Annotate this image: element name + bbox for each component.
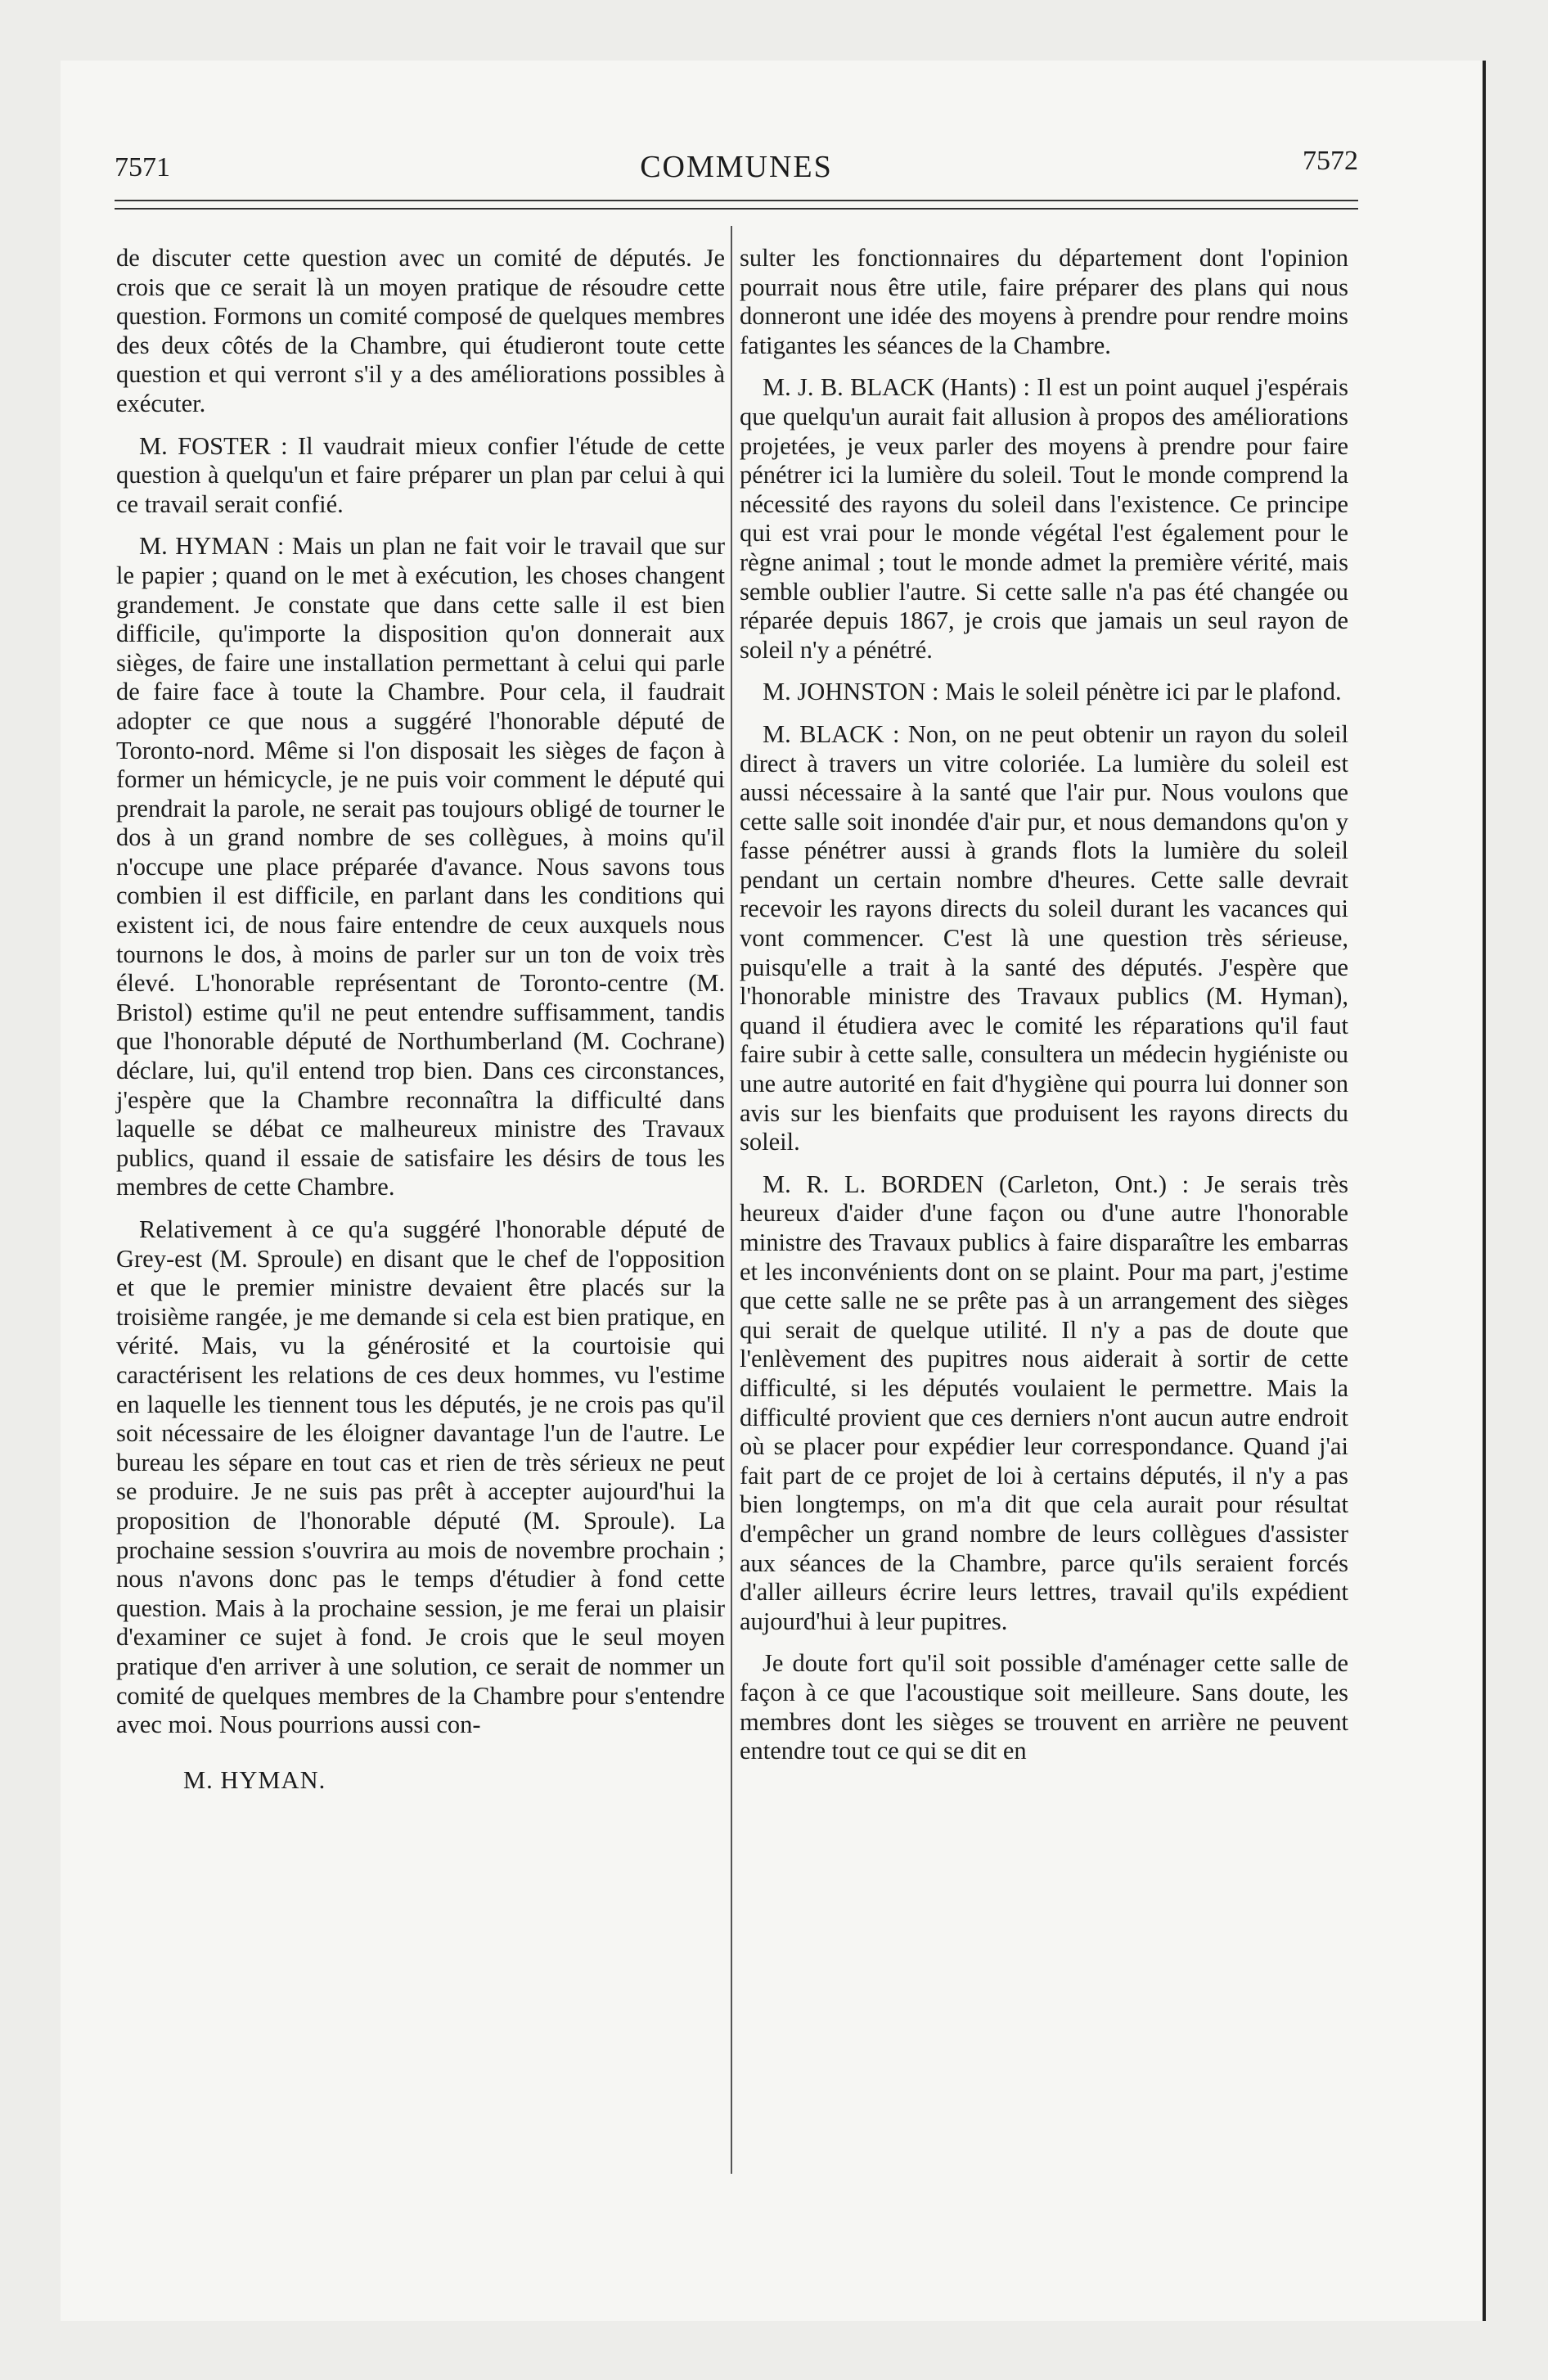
paragraph: M. BLACK : Non, on ne peut obtenir un rayon du soleil direct à travers un vitre coloriée. La lumière du soleil est aussi nécessaire à la santé que l'air pur. Nous voulons que cette salle soit inondée d'air pur, et nous demandons qu'on y fasse pénétrer aussi à grands flots la lumière du soleil pendant un certain nombre d'heures. Cette salle devrait recevoir les rayons directs du soleil durant les vacances qui vont commencer. C'est là une question très sérieuse, puisqu'elle a trait à la santé des députés. J'espère que l'honorable ministre des Travaux publics (M. Hyman), quand il étudiera avec le comité les réparations qu'il faut faire subir à cette salle, consultera un médecin hygiéniste ou une autre autorité en fait d'hygiène qui pourra lui donner son avis sur les bienfaits que produisent les rayons directs du soleil.	[740, 719, 1348, 1156]
page-header	[115, 146, 1358, 195]
paragraph: M. JOHNSTON : Mais le soleil pénètre ici par le plafond.	[763, 678, 1342, 706]
paragraph: de discuter cette question avec un comité de députés. Je crois que ce serait là un moyen pratique de résoudre cette question. Formons un comité composé de quelques membres des deux côtés de la Chambre, qui étudieront toute cette question et qui verront s'il y a des améliorations possibles à exécuter.	[116, 244, 725, 417]
page-number-left: 7571	[115, 152, 170, 183]
right-column	[740, 244, 1348, 1779]
page-title: COMMUNES	[640, 150, 833, 184]
paragraph: Relativement à ce qu'a suggéré l'honorable député de Grey-est (M. Sproule) en disant que le chef de l'opposition et que le premier ministre devaient être placés sur la troisième rangée, je me demande si cela est bien pratique, en vérité. Mais, vu la générosité et la courtoisie qui caractérisent les relations de ces deux hommes, vu l'estime en laquelle les tiennent tous les députés, je ne crois pas qu'il soit nécessaire de les éloigner davantage l'un de l'autre. Le bureau les sépare en tout cas et rien de très sérieux ne peut se produire. Je ne suis pas prêt à accepter aujourd'hui la proposition de l'honorable député (M. Sproule). La prochaine session s'ouvrira au mois de novembre prochain ; nous n'avons donc pas le temps d'étudier à fond cette question. Mais à la prochaine session, je me ferai un plaisir d'examiner ce sujet à fond. Je crois que le seul moyen pratique d'en arriver à une solution, ce serait de nommer un comité de quelques membres de la Chambre pour s'entendre avec moi. Nous pourrions aussi con-	[116, 1215, 725, 1739]
paragraph: M. FOSTER : Il vaudrait mieux confier l'étude de cette question à quelqu'un et faire préparer un plan par celui à qui ce travail serait confié.	[116, 431, 725, 518]
left-column	[116, 244, 725, 1808]
paragraph: M. J. B. BLACK (Hants) : Il est un point auquel j'espérais que quelqu'un aurait fait allusion à propos des améliorations projetées, je veux parler des moyens à prendre pour faire pénétrer ici la lumière du soleil. Tout le monde comprend la nécessité des rayons du soleil dans l'existence. Ce principe qui est vrai pour le monde végétal l'est également pour le règne animal ; tout le monde admet la première vérité, mais semble oublier l'autre. Si cette salle n'a pas été changée ou réparée depuis 1867, je crois que jamais un seul rayon de soleil n'y a pénétré.	[740, 373, 1348, 664]
paragraph: M. R. L. BORDEN (Carleton, Ont.) : Je serais très heureux d'aider d'une façon ou d'une autre l'honorable ministre des Travaux publics à faire disparaître les embarras et les inconvénients dont on se plaint. Pour ma part, j'estime que cette salle ne se prête pas à un arrangement des sièges qui serait de quelque utilité. Il n'y a pas de doute que l'enlèvement des pupitres nous aiderait à sortir de cette difficulté, si les députés voulaient le permettre. Mais la difficulté provient que ces derniers n'ont aucun autre endroit où se placer pour expédier leur correspondance. Quand j'ai fait part de ce projet de loi à certains députés, il n'y a pas bien longtemps, on m'a dit que cela aurait pour résultat d'empêcher un grand nombre de leurs collègues d'assister aux séances de la Chambre, parce qu'ils seraient forcés d'aller ailleurs écrire leurs lettres, travail qu'ils expédient aujourd'hui à leur pupitres.	[740, 1170, 1348, 1635]
paragraph: Je doute fort qu'il soit possible d'aménager cette salle de façon à ce que l'acoustique soit meilleure. Sans doute, les membres dont les sièges se trouvent en arrière ne peuvent entendre tout ce qui se dit en	[740, 1649, 1348, 1765]
paragraph: sulter les fonctionnaires du département dont l'opinion pourrait nous être utile, faire préparer des plans qui nous donneront une idée des moyens à prendre pour rendre moins fatigantes les séances de la Chambre.	[740, 244, 1348, 359]
paragraph: M. HYMAN : Mais un plan ne fait voir le travail que sur le papier ; quand on le met à exécution, les choses changent grandement. Je constate que dans cette salle il est bien difficile, qu'importe la disposition qu'on donnerait aux sièges, de faire une installation permettant à celui qui parle de faire face à toute la Chambre. Pour cela, il faudrait adopter ce que nous a suggéré l'honorable député de Toronto-nord. Même si l'on disposait les sièges de façon à former un hémicycle, je ne puis voir comment le député qui prendrait la parole, ne serait pas toujours obligé de tourner le dos à un grand nombre de ses collègues, à moins qu'il n'occupe une place préparée d'avance. Nous savons tous combien il est difficile, en parlant dans les conditions qui existent ici, de nous faire entendre de ceux auxquels nous tournons le dos, à moins de parler sur un ton de voix très élevé. L'honorable représentant de Toronto-centre (M. Bristol) estime qu'il ne peut entendre suffisamment, tandis que l'honorable député de Northumberland (M. Cochrane) déclare, lui, qu'il entend trop bien. Dans ces circonstances, j'espère que la Chambre reconnaîtra la difficulté dans laquelle se débat ce malheureux ministre des Travaux publics, quand il essaie de satisfaire les désirs de tous les membres de cette Chambre.	[116, 532, 725, 1201]
column-divider	[731, 226, 732, 2174]
header-rule	[115, 200, 1358, 210]
page-number-right: 7572	[1303, 146, 1358, 176]
speaker-label: M. HYMAN.	[183, 1765, 326, 1794]
